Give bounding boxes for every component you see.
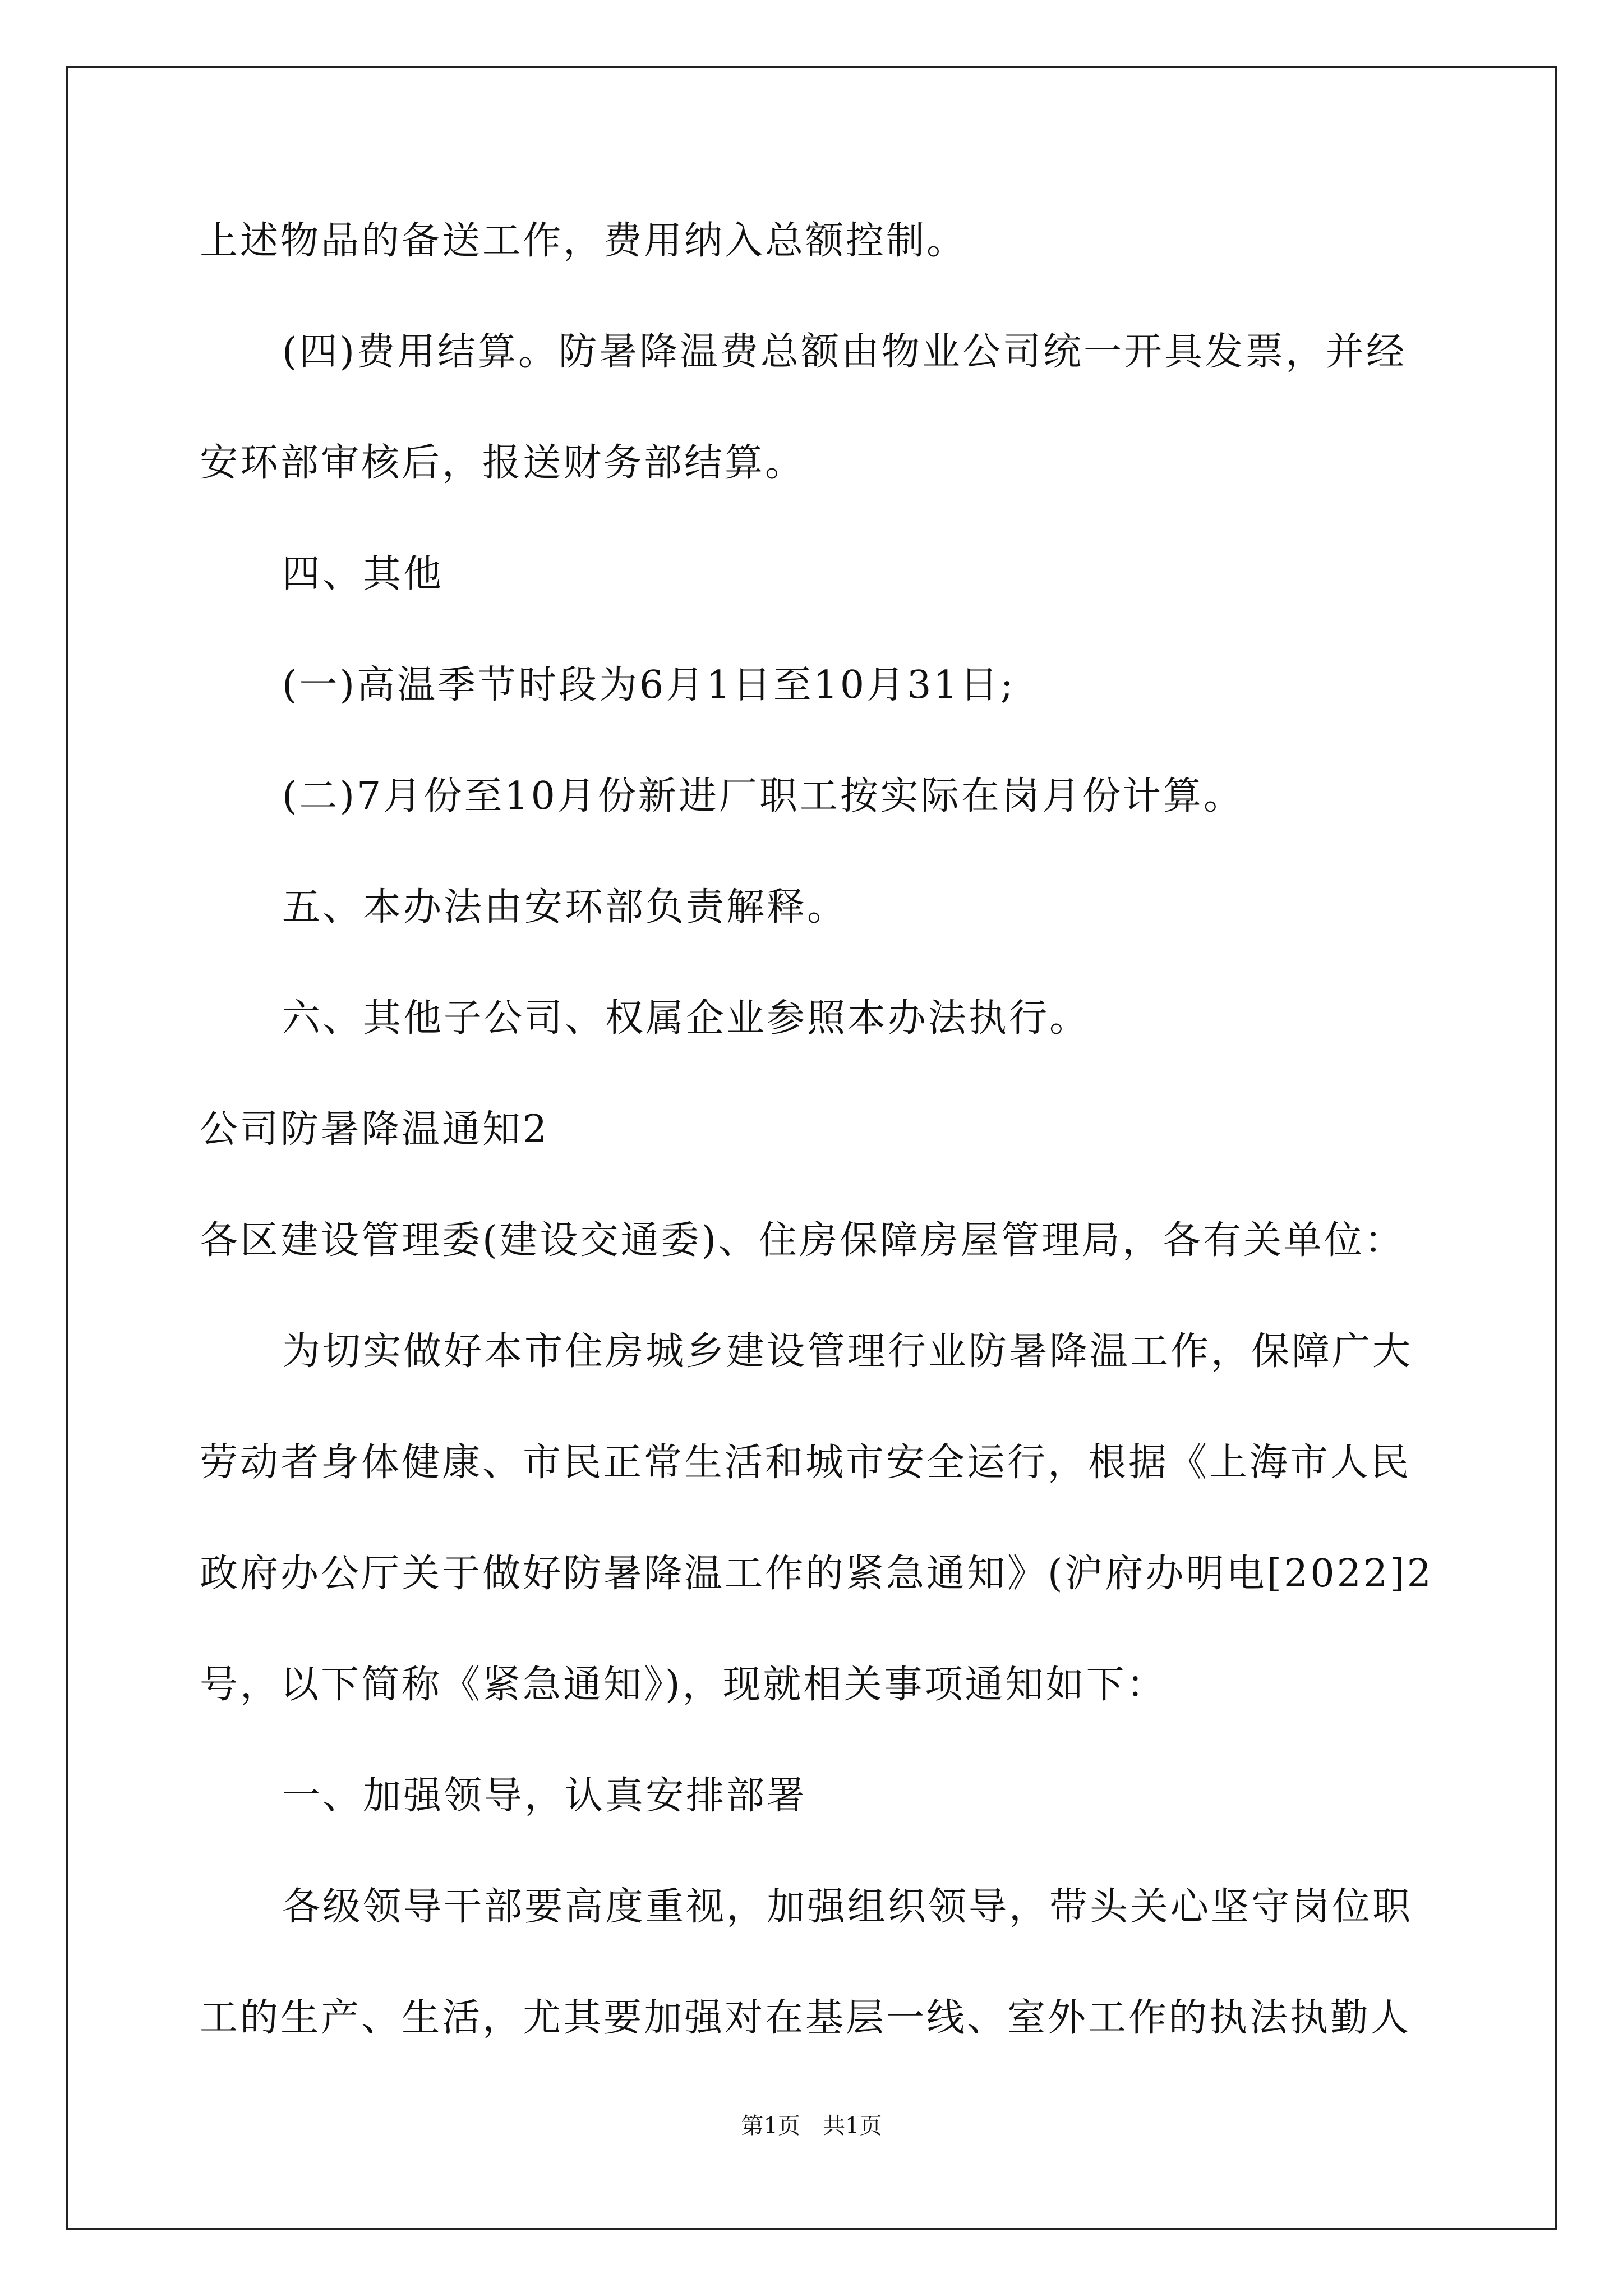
section-heading-four: 四、其他: [282, 552, 444, 596]
body-line-6: (二)7月份至10月份新进厂职工按实际在岗月份计算。: [282, 774, 1244, 818]
body-line-1: 上述物品的备送工作，费用纳入总额控制。: [200, 219, 967, 263]
body-line-3: 安环部审核后，报送财务部结算。: [200, 441, 806, 485]
body-line-12: 劳动者身体健康、市民正常生活和城市安全运行，根据《上海市人民: [200, 1441, 1412, 1485]
addressee-line: 各区建设管理委(建设交通委)、住房保障房屋管理局，各有关单位：: [200, 1218, 1405, 1263]
body-line-16: 各级领导干部要高度重视，加强组织领导，带头关心坚守岗位职: [282, 1885, 1413, 1929]
body-line-13: 政府办公厅关于做好防暑降温工作的紧急通知》(沪府办明电[2022]2: [200, 1552, 1433, 1596]
section-heading-one: 一、加强领导，认真安排部署: [282, 1774, 808, 1818]
notice-title: 公司防暑降温通知2: [200, 1107, 550, 1152]
page-number-footer: 第1页 共1页: [741, 2113, 882, 2139]
body-line-7: 五、本办法由安环部负责解释。: [282, 885, 848, 930]
body-line-2: (四)费用结算。防暑降温费总额由物业公司统一开具发票，并经: [282, 330, 1407, 374]
body-line-5: (一)高温季节时段为6月1日至10月31日;: [282, 663, 1016, 707]
body-line-8: 六、其他子公司、权属企业参照本办法执行。: [282, 996, 1090, 1041]
body-line-17: 工的生产、生活，尤其要加强对在基层一线、室外工作的执法执勤人: [200, 1996, 1412, 2040]
body-line-14: 号，以下简称《紧急通知》)，现就相关事项通知如下：: [200, 1663, 1167, 1707]
body-line-11: 为切实做好本市住房城乡建设管理行业防暑降温工作，保障广大: [282, 1329, 1413, 1374]
